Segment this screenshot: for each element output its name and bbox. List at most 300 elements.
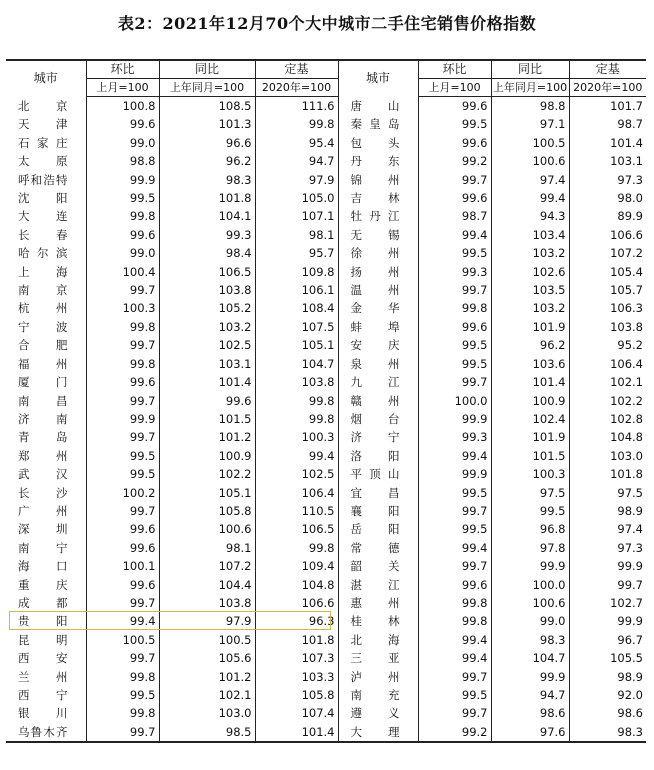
cell-fixed-right: 96.7 [569,631,646,649]
cell-city-left: 长春 [18,227,68,242]
cell-city-left: 长沙 [18,485,68,500]
table-row [6,576,646,594]
cell-fixed-right: 107.2 [569,244,646,262]
cell-fixed-left: 99.8 [255,410,338,428]
subheader-mom-right: 上月=100 [418,79,491,97]
cell-city-right: 唐山 [338,97,418,116]
cell-yoy-right: 94.7 [491,686,569,704]
cell-yoy-left: 101.2 [159,428,255,446]
cell-city-right: 桂林 [338,612,418,630]
cell-fixed-right: 101.4 [569,134,646,152]
cell-city-right: 安庆 [338,336,418,354]
cell-fixed-left: 105.1 [255,336,338,354]
cell-city-left: 南昌 [18,393,68,408]
cell-fixed-right: 97.3 [569,171,646,189]
cell-fixed-right: 98.7 [569,115,646,133]
cell-yoy-left: 99.6 [159,392,255,410]
cell-yoy-left: 104.4 [159,576,255,594]
table-row [6,704,646,722]
cell-mom-left: 99.6 [86,539,159,557]
cell-fixed-right: 105.5 [569,649,646,667]
header-mom-right: 环比 [418,60,491,79]
table-row [6,299,646,317]
cell-yoy-left: 96.2 [159,152,255,170]
header-yoy-left: 同比 [159,60,255,79]
cell-city-left: 乌鲁木齐 [6,723,86,742]
cell-mom-right: 99.3 [418,263,491,281]
cell-mom-right: 99.6 [418,318,491,336]
cell-yoy-left: 100.6 [159,520,255,538]
cell-fixed-right: 98.9 [569,668,646,686]
cell-mom-right: 99.4 [418,447,491,465]
cell-fixed-right: 97.3 [569,539,646,557]
subheader-fixed-left: 2020年=100 [255,79,338,97]
cell-mom-left: 99.6 [86,576,159,594]
cell-city-right: 湛江 [338,576,418,594]
cell-city-left: 厦门 [18,375,68,390]
subheader-yoy-right: 上年同月=100 [491,79,569,97]
cell-fixed-left: 104.7 [255,355,338,373]
cell-yoy-right: 103.2 [491,299,569,317]
cell-mom-right: 99.6 [418,576,491,594]
cell-mom-left: 99.7 [86,502,159,520]
cell-yoy-left: 101.5 [159,410,255,428]
cell-yoy-left: 101.3 [159,115,255,133]
cell-mom-left: 99.5 [86,447,159,465]
cell-city-right: 九江 [338,373,418,391]
table-row [6,410,646,428]
cell-fixed-right: 102.1 [569,373,646,391]
subheader-yoy-left: 上年同月=100 [159,79,255,97]
cell-city-left: 昆明 [18,632,68,647]
cell-city-left: 南宁 [18,540,68,555]
cell-yoy-left: 105.1 [159,484,255,502]
cell-yoy-right: 103.6 [491,355,569,373]
cell-mom-right: 99.6 [418,134,491,152]
cell-mom-left: 99.7 [86,428,159,446]
cell-mom-right: 99.5 [418,336,491,354]
cell-mom-left: 99.0 [86,244,159,262]
cell-city-left: 哈尔滨 [18,246,68,261]
cell-city-right: 南充 [338,686,418,704]
cell-fixed-left: 103.3 [255,668,338,686]
cell-city-right: 大理 [338,723,418,742]
cell-city-left: 石家庄 [18,135,68,150]
cell-yoy-left: 108.5 [159,97,255,116]
cell-city-right: 岳阳 [338,520,418,538]
table-row [6,189,646,207]
cell-city-left: 武汉 [18,467,68,482]
cell-fixed-left: 101.8 [255,631,338,649]
cell-yoy-right: 103.2 [491,244,569,262]
cell-mom-left: 98.8 [86,152,159,170]
cell-city-left: 银川 [18,706,68,721]
cell-yoy-left: 103.2 [159,318,255,336]
cell-mom-left: 99.7 [86,649,159,667]
cell-fixed-left: 105.0 [255,189,338,207]
cell-fixed-right: 95.2 [569,336,646,354]
cell-fixed-right: 104.8 [569,428,646,446]
cell-fixed-left: 99.4 [255,447,338,465]
cell-mom-right: 99.7 [418,704,491,722]
cell-mom-right: 99.7 [418,373,491,391]
cell-yoy-left: 102.5 [159,336,255,354]
cell-fixed-right: 106.4 [569,355,646,373]
cell-city-left: 广州 [18,503,68,518]
cell-fixed-right: 105.7 [569,281,646,299]
cell-fixed-left: 107.3 [255,649,338,667]
cell-yoy-right: 103.5 [491,281,569,299]
cell-mom-right: 98.7 [418,207,491,225]
cell-city-left: 大连 [18,209,68,224]
cell-yoy-right: 98.3 [491,631,569,649]
cell-mom-right: 99.4 [418,631,491,649]
cell-city-right: 徐州 [338,244,418,262]
cell-fixed-left: 96.3 [255,612,338,630]
cell-mom-right: 99.7 [418,557,491,575]
cell-yoy-right: 100.6 [491,594,569,612]
cell-fixed-right: 99.7 [569,576,646,594]
cell-yoy-left: 105.8 [159,502,255,520]
cell-city-left: 南京 [18,283,68,298]
cell-mom-left: 99.5 [86,686,159,704]
cell-mom-left: 99.8 [86,207,159,225]
cell-city-left: 成都 [18,595,68,610]
cell-fixed-left: 106.5 [255,520,338,538]
cell-city-right: 包头 [338,134,418,152]
cell-mom-left: 100.2 [86,484,159,502]
cell-yoy-left: 103.8 [159,281,255,299]
cell-city-right: 牡丹江 [338,207,418,225]
cell-fixed-left: 94.7 [255,152,338,170]
cell-yoy-left: 103.0 [159,704,255,722]
cell-yoy-right: 97.4 [491,171,569,189]
cell-mom-left: 100.3 [86,299,159,317]
cell-yoy-left: 96.6 [159,134,255,152]
cell-fixed-left: 108.4 [255,299,338,317]
cell-mom-right: 99.7 [418,502,491,520]
cell-city-left: 重庆 [18,577,68,592]
cell-mom-left: 99.7 [86,392,159,410]
cell-mom-right: 99.7 [418,668,491,686]
cell-yoy-left: 106.5 [159,263,255,281]
cell-fixed-left: 97.9 [255,171,338,189]
table-row [6,281,646,299]
cell-city-right: 济宁 [338,428,418,446]
table-row [6,557,646,575]
cell-fixed-right: 98.3 [569,723,646,742]
cell-yoy-right: 100.9 [491,392,569,410]
cell-city-left: 沈阳 [18,191,68,206]
cell-mom-right: 99.9 [418,465,491,483]
cell-mom-left: 100.4 [86,263,159,281]
cell-mom-left: 99.4 [86,612,159,630]
cell-city-left: 贵阳 [18,614,68,629]
cell-yoy-left: 103.8 [159,594,255,612]
cell-city-right: 赣州 [338,392,418,410]
cell-city-right: 蚌埠 [338,318,418,336]
subheader-mom-left: 上月=100 [86,79,159,97]
cell-mom-left: 99.9 [86,410,159,428]
cell-mom-right: 99.6 [418,97,491,116]
cell-mom-left: 99.6 [86,226,159,244]
cell-yoy-left: 100.9 [159,447,255,465]
cell-city-right: 烟台 [338,410,418,428]
cell-yoy-left: 102.2 [159,465,255,483]
cell-yoy-right: 100.5 [491,134,569,152]
table-row [6,263,646,281]
cell-mom-left: 99.6 [86,373,159,391]
cell-fixed-left: 104.8 [255,576,338,594]
cell-city-right: 温州 [338,281,418,299]
cell-city-right: 遵义 [338,704,418,722]
cell-yoy-right: 101.9 [491,428,569,446]
cell-fixed-left: 99.8 [255,115,338,133]
header-city-left: 城市 [6,60,86,97]
table-row [6,594,646,612]
cell-city-right: 无锡 [338,226,418,244]
cell-fixed-right: 105.4 [569,263,646,281]
cell-mom-right: 99.2 [418,152,491,170]
cell-yoy-right: 97.8 [491,539,569,557]
cell-city-left: 上海 [18,264,68,279]
cell-mom-right: 99.3 [418,428,491,446]
cell-yoy-left: 105.6 [159,649,255,667]
cell-city-left: 深圳 [18,522,68,537]
cell-fixed-left: 95.4 [255,134,338,152]
cell-fixed-left: 107.1 [255,207,338,225]
cell-yoy-left: 107.2 [159,557,255,575]
table-row [6,447,646,465]
cell-fixed-left: 109.8 [255,263,338,281]
cell-city-right: 北海 [338,631,418,649]
cell-fixed-left: 106.1 [255,281,338,299]
header-mom-left: 环比 [86,60,159,79]
table-row [6,502,646,520]
cell-fixed-right: 102.7 [569,594,646,612]
cell-city-left: 济南 [18,411,68,426]
cell-mom-right: 99.5 [418,520,491,538]
cell-fixed-left: 106.4 [255,484,338,502]
table-row [6,97,646,116]
cell-fixed-left: 98.1 [255,226,338,244]
cell-yoy-right: 102.4 [491,410,569,428]
cell-city-right: 扬州 [338,263,418,281]
cell-yoy-right: 103.4 [491,226,569,244]
cell-fixed-right: 103.0 [569,447,646,465]
table-row [6,428,646,446]
table-row [6,686,646,704]
cell-yoy-left: 104.1 [159,207,255,225]
cell-yoy-right: 99.9 [491,668,569,686]
cell-mom-right: 99.8 [418,612,491,630]
table-row [6,649,646,667]
cell-mom-left: 100.5 [86,631,159,649]
table-row [6,171,646,189]
table-row [6,207,646,225]
cell-yoy-left: 101.8 [159,189,255,207]
cell-mom-right: 99.5 [418,686,491,704]
subheader-fixed-right: 2020年=100 [569,79,646,97]
cell-yoy-right: 101.9 [491,318,569,336]
cell-mom-left: 99.7 [86,281,159,299]
cell-fixed-left: 99.8 [255,539,338,557]
header-fixed-left: 定基 [255,60,338,79]
cell-yoy-left: 102.1 [159,686,255,704]
cell-fixed-right: 98.0 [569,189,646,207]
table-row [6,152,646,170]
cell-city-left: 杭州 [18,301,68,316]
cell-city-left: 福州 [18,356,68,371]
cell-mom-right: 99.9 [418,410,491,428]
cell-yoy-left: 100.5 [159,631,255,649]
cell-mom-right: 99.8 [418,299,491,317]
cell-city-left: 西安 [18,651,68,666]
cell-mom-left: 99.8 [86,704,159,722]
table-row [6,612,646,630]
cell-fixed-right: 101.7 [569,97,646,116]
table-row [6,465,646,483]
cell-fixed-left: 110.5 [255,502,338,520]
cell-yoy-left: 97.9 [159,612,255,630]
cell-mom-right: 99.5 [418,355,491,373]
cell-mom-right: 99.5 [418,115,491,133]
cell-city-right: 秦皇岛 [338,115,418,133]
cell-city-right: 宜昌 [338,484,418,502]
cell-yoy-right: 101.5 [491,447,569,465]
cell-yoy-right: 99.9 [491,557,569,575]
cell-city-left: 呼和浩特 [18,172,68,187]
cell-city-right: 平顶山 [338,465,418,483]
cell-fixed-left: 101.4 [255,723,338,742]
cell-fixed-right: 98.9 [569,502,646,520]
cell-mom-left: 100.1 [86,557,159,575]
table-row [6,392,646,410]
cell-yoy-left: 98.1 [159,539,255,557]
cell-yoy-left: 98.5 [159,723,255,742]
cell-mom-left: 99.6 [86,115,159,133]
table-row [6,539,646,557]
cell-fixed-right: 103.8 [569,318,646,336]
cell-city-left: 青岛 [18,430,68,445]
cell-mom-left: 99.5 [86,189,159,207]
cell-fixed-left: 109.4 [255,557,338,575]
table-row [6,723,646,742]
cell-fixed-right: 101.8 [569,465,646,483]
cell-yoy-right: 100.3 [491,465,569,483]
cell-mom-right: 99.5 [418,484,491,502]
cell-yoy-right: 99.0 [491,612,569,630]
cell-fixed-left: 111.6 [255,97,338,116]
table-row [6,226,646,244]
cell-city-left: 天津 [18,117,68,132]
cell-yoy-left: 101.4 [159,373,255,391]
header-fixed-right: 定基 [569,60,646,79]
cell-city-right: 洛阳 [338,447,418,465]
cell-mom-right: 99.8 [418,594,491,612]
cell-city-right: 三亚 [338,649,418,667]
cell-fixed-left: 107.5 [255,318,338,336]
cell-fixed-right: 106.3 [569,299,646,317]
table-row [6,115,646,133]
table-row [6,336,646,354]
cell-mom-right: 99.2 [418,723,491,742]
cell-yoy-right: 97.5 [491,484,569,502]
cell-yoy-right: 104.7 [491,649,569,667]
cell-yoy-right: 100.0 [491,576,569,594]
table-title: 表2：2021年12月70个大中城市二手住宅销售价格指数 [117,14,537,33]
cell-mom-left: 99.8 [86,318,159,336]
cell-yoy-left: 99.3 [159,226,255,244]
cell-mom-left: 99.8 [86,668,159,686]
cell-yoy-right: 96.8 [491,520,569,538]
cell-city-right: 泉州 [338,355,418,373]
cell-city-left: 郑州 [18,448,68,463]
cell-fixed-right: 92.0 [569,686,646,704]
cell-mom-left: 99.9 [86,171,159,189]
cell-city-left: 宁波 [18,319,68,334]
header-yoy-right: 同比 [491,60,569,79]
cell-mom-right: 100.0 [418,392,491,410]
cell-mom-left: 99.7 [86,723,159,742]
cell-city-left: 海口 [18,559,68,574]
cell-yoy-right: 97.1 [491,115,569,133]
cell-fixed-right: 97.5 [569,484,646,502]
cell-yoy-left: 98.3 [159,171,255,189]
cell-yoy-left: 105.2 [159,299,255,317]
cell-city-left: 合肥 [18,338,68,353]
cell-mom-left: 99.0 [86,134,159,152]
cell-yoy-left: 101.2 [159,668,255,686]
cell-fixed-right: 89.9 [569,207,646,225]
cell-fixed-left: 100.3 [255,428,338,446]
cell-mom-left: 99.7 [86,594,159,612]
cell-fixed-right: 98.6 [569,704,646,722]
cell-yoy-left: 98.4 [159,244,255,262]
table-row [6,373,646,391]
cell-fixed-right: 102.8 [569,410,646,428]
cell-city-left: 西宁 [18,688,68,702]
cell-city-left: 太原 [18,154,68,169]
cell-yoy-right: 99.4 [491,189,569,207]
cell-mom-right: 99.6 [418,189,491,207]
cell-mom-left: 99.8 [86,355,159,373]
cell-city-right: 泸州 [338,668,418,686]
cell-fixed-left: 105.8 [255,686,338,704]
cell-mom-right: 99.7 [418,171,491,189]
cell-fixed-left: 106.6 [255,594,338,612]
cell-yoy-right: 100.6 [491,152,569,170]
cell-city-right: 惠州 [338,594,418,612]
cell-mom-right: 99.7 [418,281,491,299]
cell-mom-right: 99.5 [418,244,491,262]
cell-mom-right: 99.4 [418,226,491,244]
table-body [6,97,646,743]
cell-yoy-right: 94.3 [491,207,569,225]
cell-fixed-right: 106.6 [569,226,646,244]
cell-yoy-right: 97.6 [491,723,569,742]
cell-mom-left: 100.8 [86,97,159,116]
cell-fixed-right: 99.9 [569,612,646,630]
table-row [6,134,646,152]
cell-mom-left: 99.7 [86,336,159,354]
cell-yoy-right: 102.6 [491,263,569,281]
cell-fixed-right: 103.1 [569,152,646,170]
cell-fixed-left: 103.8 [255,373,338,391]
cell-fixed-left: 102.5 [255,465,338,483]
cell-yoy-right: 99.5 [491,502,569,520]
cell-yoy-right: 98.8 [491,97,569,116]
